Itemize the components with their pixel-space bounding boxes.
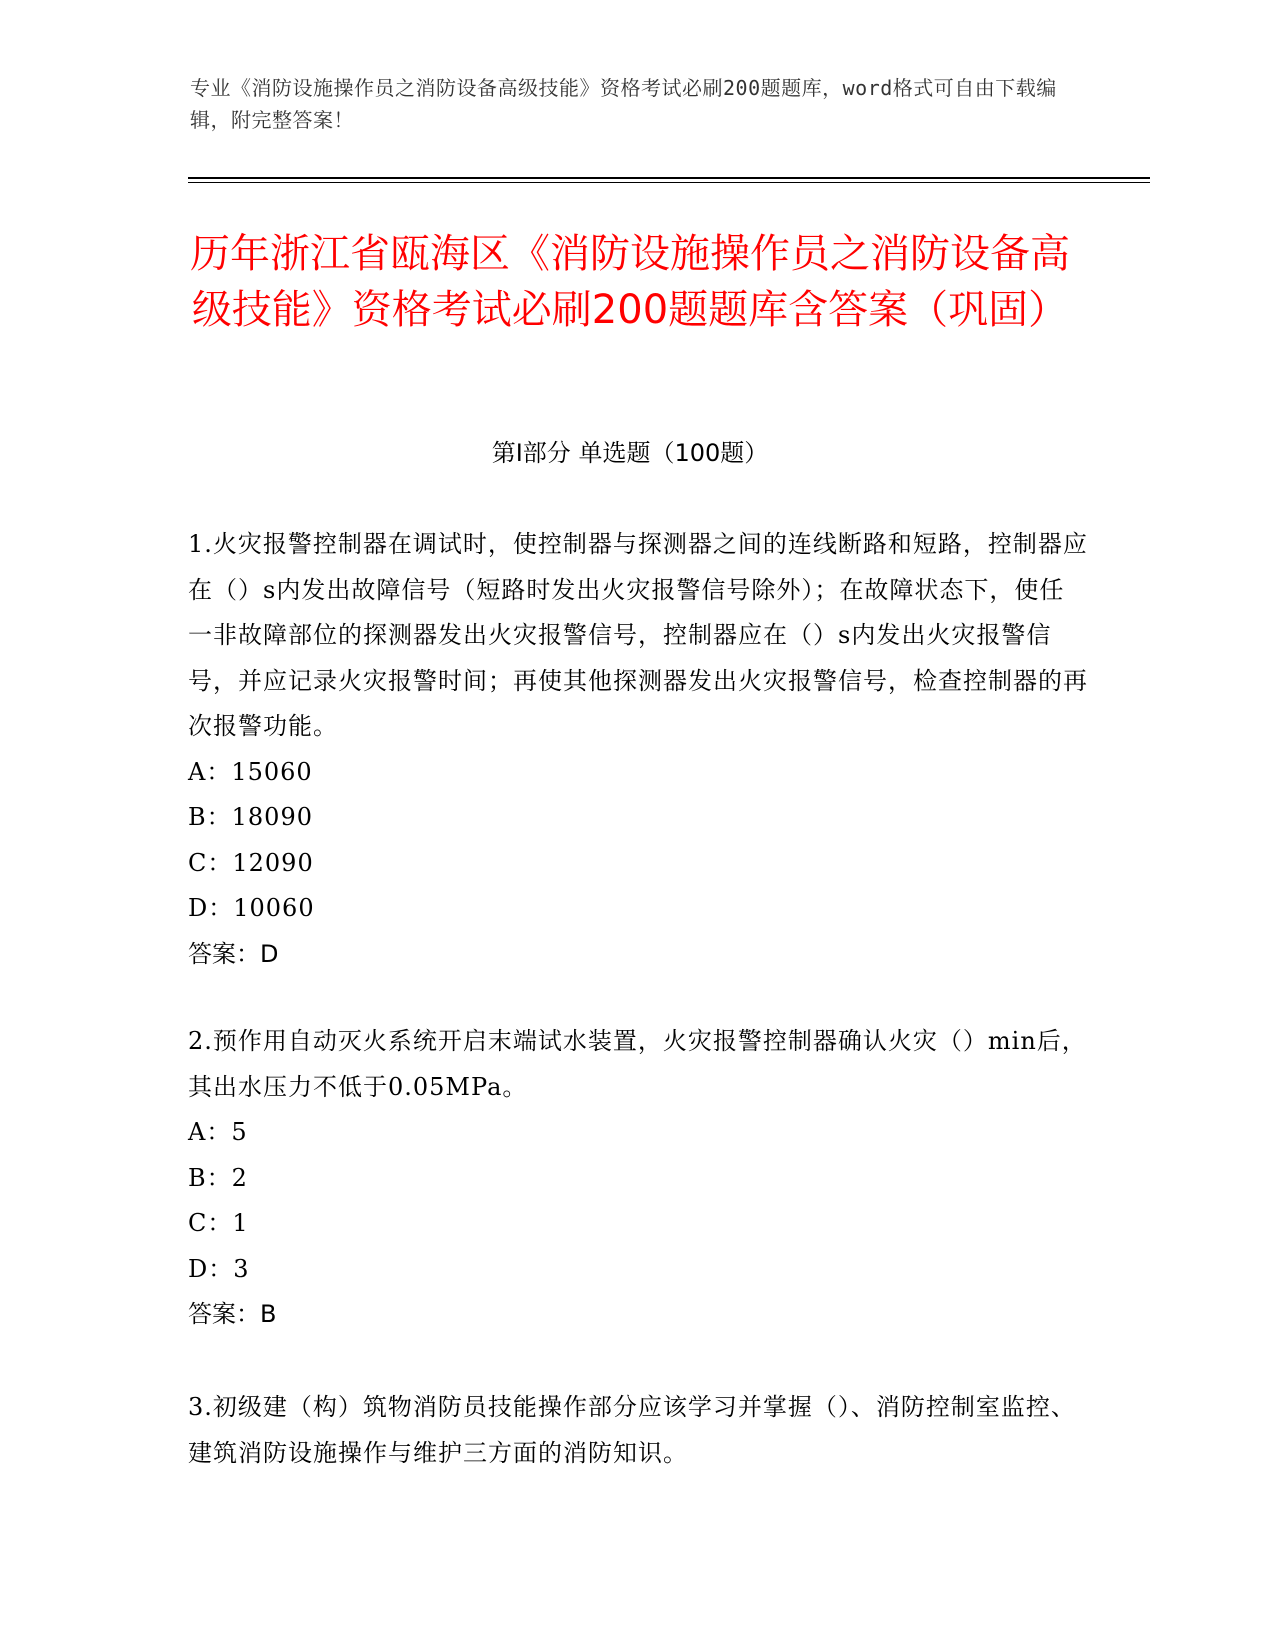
header-divider-thin — [188, 182, 1150, 183]
option-a: A：5 — [188, 1118, 248, 1146]
question-1 — [188, 522, 1088, 977]
document-title: 历年浙江省瓯海区《消防设施操作员之消防设备高级技能》资格考试必刷200题题库含答案（巩固） — [190, 231, 1070, 333]
option-c: C：12090 — [188, 848, 314, 877]
option-d: D：3 — [188, 1254, 250, 1283]
section-title: 第I部分 单选题（100题） — [491, 439, 769, 467]
option-a: A：15060 — [188, 757, 313, 786]
question-stem: 2.预作用自动灭火系统开启末端试水装置，火灾报警控制器确认火灾（）min后，其出水压力不低于0.05MPa。 — [188, 1027, 1087, 1101]
option-c: C：1 — [188, 1209, 249, 1237]
question-3 — [188, 1385, 1088, 1476]
header-note: 专业《消防设施操作员之消防设备高级技能》资格考试必刷200题题库，word格式可自由下载编辑，附完整答案！ — [190, 76, 1057, 132]
question-stem: 1.火灾报警控制器在调试时，使控制器与探测器之间的连线断路和短路，控制器应在（）s内发出故障信号（短路时发出火灾报警信号除外）；在故障状态下，使任一非故障部位的探测器发出火灾报警信号，控制器应在（）s内发出火灾报警信号，并应记录火灾报警时间；再使其他探测器发出火灾报警信号，检查控制器的再次报警功能。 — [188, 530, 1088, 740]
question-stem: 3.初级建（构）筑物消防员技能操作部分应该学习并掌握（）、消防控制室监控、建筑消防设施操作与维护三方面的消防知识。 — [188, 1393, 1076, 1467]
option-b: B：2 — [188, 1163, 248, 1192]
header-divider-thick — [188, 177, 1150, 179]
answer: 答案：B — [188, 1300, 277, 1328]
option-b: B：18090 — [188, 803, 313, 831]
option-d: D：10060 — [188, 894, 315, 922]
answer: 答案：D — [188, 939, 279, 968]
question-2 — [188, 1019, 1088, 1338]
